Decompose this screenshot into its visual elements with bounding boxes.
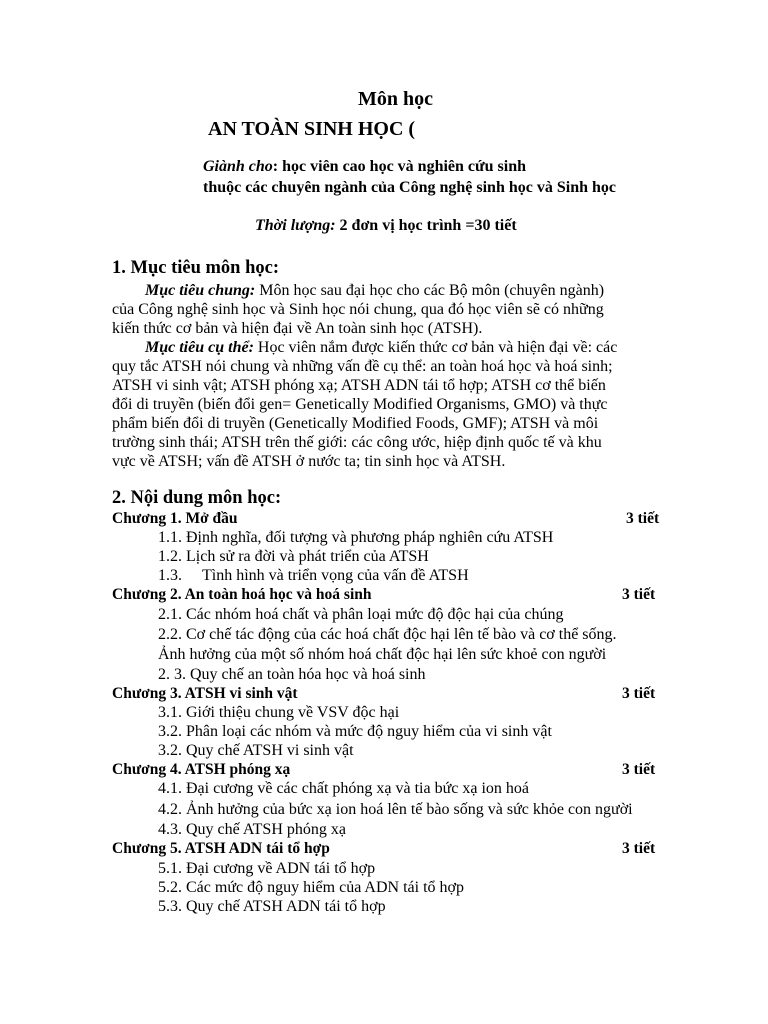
specific-objective-line-5: phẩm biến đổi di truyền (Genetically Modified Foods, GMF); ATSH và môi — [112, 415, 599, 432]
general-objective-line-3: kiến thức cơ bản và hiện đại về An toàn sinh học (ATSH). — [112, 320, 483, 337]
chapter-5-item-3: 5.3. Quy chế ATSH ADN tái tổ hợp — [158, 898, 386, 915]
chapter-1-item-3 — [158, 567, 469, 585]
chapter-5-title: Chương 5. ATSH ADN tái tổ hợp — [112, 840, 330, 857]
audience-text: : học viên cao học và nghiên cứu sinh — [272, 158, 526, 175]
specific-objective-line-3: ATSH vi sinh vật; ATSH phóng xạ; ATSH ADN tái tổ hợp; ATSH cơ thể biến — [112, 377, 606, 394]
chapter-4-hours: 3 tiết — [622, 761, 656, 778]
chapter-4-item-2: 4.2. Ảnh hưởng của bức xạ ion hoá lên tế bào sống và sức khỏe con người — [158, 801, 633, 818]
duration-value: 2 đơn vị học trình =30 tiết — [335, 217, 517, 234]
specific-objective-paragraph — [112, 338, 668, 471]
chapter-4-item-1: 4.1. Đại cương về các chất phóng xạ và tia bức xạ ion hoá — [158, 780, 530, 797]
specific-objective-line-7: vực về ATSH; vấn đề ATSH ở nước ta; tin sinh học và ATSH. — [112, 453, 506, 470]
chapter-1-hours: 3 tiết — [626, 510, 660, 527]
course-label: Môn học — [358, 88, 433, 110]
section-1-heading: 1. Mục tiêu môn học: — [112, 258, 279, 278]
specific-objective-label: Mục tiêu cụ thể: — [145, 339, 254, 356]
specific-objective-line-2: quy tắc ATSH nói chung và những vấn đề cụ thể: an toàn hoá học và hoá sinh; — [112, 358, 613, 375]
chapter-1-item-3-text: Tình hình và triển vọng của vấn đề ATSH — [202, 567, 469, 584]
audience-label: Giành cho — [203, 158, 273, 175]
specific-objective-line-1 — [112, 338, 668, 357]
specific-objective-line-6: trường sinh thái; ATSH trên thế giới: các công ước, hiệp định quốc tế và khu — [112, 434, 602, 451]
chapter-2-item-1: 2.1. Các nhóm hoá chất và phân loại mức độ độc hại của chúng — [158, 606, 564, 623]
chapter-3-hours: 3 tiết — [622, 685, 656, 702]
chapter-4-title: Chương 4. ATSH phóng xạ — [112, 761, 291, 778]
chapter-5-item-1: 5.1. Đại cương về ADN tái tổ hợp — [158, 860, 376, 877]
chapter-2-item-2: 2.2. Cơ chế tác động của các hoá chất độc hại lên tế bào và cơ thể sống. — [158, 626, 617, 643]
audience-line — [203, 158, 526, 176]
chapter-3-item-2: 3.2. Phân loại các nhóm và mức độ nguy hiểm của vi sinh vật — [158, 723, 552, 740]
chapter-4-item-3: 4.3. Quy chế ATSH phóng xạ — [158, 821, 346, 838]
duration-line — [255, 217, 517, 235]
specific-objective-line-4: đổi di truyền (biến đổi gen= Genetically Modified Organisms, GMO) và thực — [112, 396, 608, 413]
chapter-2-item-3: 2. 3. Quy chế an toàn hóa học và hoá sinh — [158, 666, 426, 683]
audience-line-2: thuộc các chuyên ngành của Công nghệ sinh học và Sinh học — [203, 179, 616, 196]
general-objective-paragraph — [112, 281, 668, 338]
specific-objective-text: Học viên nắm được kiến thức cơ bản và hiện đại về: các — [253, 339, 618, 356]
chapter-1-item-3-number: 1.3. — [158, 567, 182, 584]
chapter-1-item-1: 1.1. Định nghĩa, đối tượng và phương pháp nghiên cứu ATSH — [158, 529, 554, 546]
chapter-2-hours: 3 tiết — [622, 586, 656, 603]
duration-label: Thời lượng: — [255, 217, 336, 234]
chapter-2-item-2-continued: Ảnh hưởng của một số nhóm hoá chất độc hại lên sức khoẻ con người — [158, 646, 607, 663]
chapter-5-item-2: 5.2. Các mức độ nguy hiểm của ADN tái tổ hợp — [158, 879, 464, 896]
general-objective-label: Mục tiêu chung: — [145, 282, 256, 299]
general-objective-line-2: của Công nghệ sinh học và Sinh học nói chung, qua đó học viên sẽ có những — [112, 301, 604, 318]
chapter-5-hours: 3 tiết — [622, 840, 656, 857]
chapter-3-item-1: 3.1. Giới thiệu chung về VSV độc hại — [158, 704, 400, 721]
general-objective-line-1 — [112, 281, 668, 300]
course-title: AN TOÀN SINH HỌC ( — [208, 118, 416, 140]
chapter-1-title: Chương 1. Mở đầu — [112, 510, 238, 527]
chapter-3-title: Chương 3. ATSH vi sinh vật — [112, 685, 298, 702]
chapter-2-title: Chương 2. An toàn hoá học và hoá sinh — [112, 586, 372, 603]
chapter-3-item-3: 3.2. Quy chế ATSH vi sinh vật — [158, 742, 354, 759]
section-2-heading: 2. Nội dung môn học: — [112, 488, 282, 508]
chapter-1-item-2: 1.2. Lịch sử ra đời và phát triển của ATSH — [158, 548, 429, 565]
general-objective-text: Môn học sau đại học cho các Bộ môn (chuyên ngành) — [255, 282, 605, 299]
